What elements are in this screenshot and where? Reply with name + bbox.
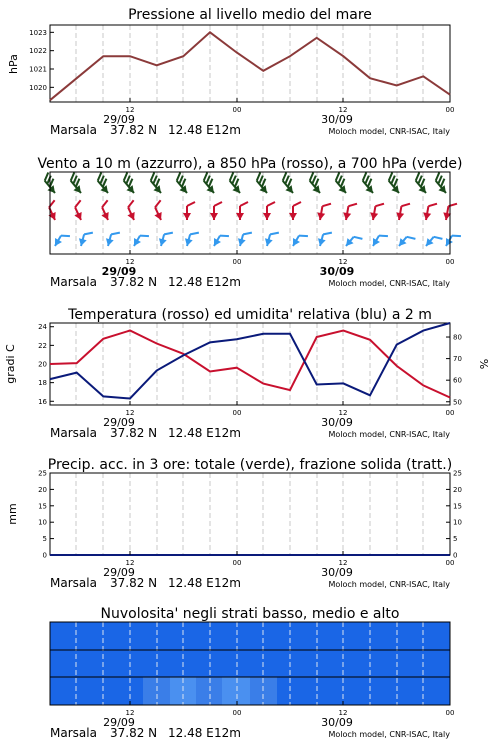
station-elev: 12m: [214, 123, 241, 137]
temperature-title: Temperatura (rosso) ed umidita' relativa (blu) a 2 m: [68, 307, 432, 323]
date-label: 30/09: [321, 113, 353, 126]
humidity-line: [50, 323, 450, 399]
y-tick-label: 80: [453, 333, 462, 342]
wind-barb: [131, 230, 149, 250]
pressure-line: [50, 32, 450, 100]
wind-barb: [383, 173, 405, 196]
y-tick-label: 16: [38, 397, 47, 406]
x-tick-label: 00: [445, 258, 455, 266]
wind-barb: [316, 202, 331, 222]
wind-barb: [236, 202, 248, 220]
station-name: Marsala: [50, 123, 97, 137]
x-tick-label: 12: [338, 559, 348, 567]
station-name: Marsala: [50, 426, 97, 440]
date-label: 30/09: [319, 265, 355, 278]
x-tick-label: 00: [445, 709, 455, 717]
wind-barb: [396, 231, 415, 251]
wind-barb: [52, 230, 70, 250]
station-lon: 12.48 E: [168, 123, 214, 137]
date-label: 29/09: [103, 716, 135, 729]
y-tick-label: 5: [42, 535, 47, 544]
wind-panel: [37, 156, 462, 289]
wind-barb: [104, 230, 120, 249]
y-tick-label: 10: [38, 518, 47, 527]
precip-frame: [50, 473, 450, 555]
station-lat: 37.82 N: [110, 275, 158, 289]
x-tick-label: 00: [232, 709, 242, 717]
y-tick-label: 15: [38, 502, 47, 511]
wind-barb: [70, 200, 88, 221]
station-lat: 37.82 N: [110, 426, 158, 440]
wind-barb: [410, 173, 432, 196]
y-tick-label: 1022: [29, 47, 47, 56]
y-tick-label: 15: [453, 502, 462, 511]
wind-barb: [44, 200, 62, 221]
station-lat: 37.82 N: [110, 123, 158, 137]
station-lon: 12.48 E: [168, 426, 214, 440]
wind-barb: [289, 202, 301, 220]
y-tick-label: 70: [453, 355, 462, 364]
station-lon: 12.48 E: [168, 275, 214, 289]
y-tick-label: 1023: [29, 28, 47, 37]
model-credit: Moloch model, CNR-ISAC, Italy: [328, 730, 450, 739]
wind-barb: [145, 173, 167, 196]
station-name: Marsala: [50, 726, 97, 740]
wind-barb: [251, 173, 273, 196]
station-lat: 37.82 N: [110, 726, 158, 740]
date-label: 30/09: [321, 566, 353, 579]
date-label: 29/09: [101, 265, 137, 278]
wind-barb: [343, 231, 362, 251]
humidity-ylabel: %: [478, 358, 491, 370]
wind-barb: [77, 230, 93, 249]
y-tick-label: 22: [38, 341, 47, 350]
x-tick-label: 12: [125, 409, 135, 417]
wind-barb: [422, 202, 437, 222]
precip-title: Precip. acc. in 3 ore: totale (verde), frazione solida (tratt.): [47, 457, 453, 473]
wind-barb: [118, 173, 140, 196]
y-tick-label: 18: [38, 379, 47, 388]
x-tick-label: 12: [338, 106, 348, 114]
date-label: 30/09: [321, 716, 353, 729]
x-tick-label: 00: [232, 258, 242, 266]
pressure-frame: [50, 25, 450, 102]
cloud-panel: [50, 606, 454, 740]
y-tick-label: 10: [453, 518, 462, 527]
x-tick-label: 00: [232, 409, 242, 417]
temperature-frame: [50, 323, 450, 405]
wind-barb: [183, 202, 195, 220]
station-name: Marsala: [50, 576, 97, 590]
temperature-panel: [4, 307, 491, 440]
station-lat: 37.82 N: [110, 576, 158, 590]
x-tick-label: 12: [125, 559, 135, 567]
precip-panel: [6, 457, 462, 590]
wind-barb: [210, 202, 222, 220]
wind-barb: [277, 173, 299, 196]
x-tick-label: 12: [338, 709, 348, 717]
wind-barb: [123, 200, 141, 221]
wind-barb: [150, 200, 168, 221]
station-elev: 12m: [214, 576, 241, 590]
wind-barb: [97, 200, 115, 221]
wind-title: Vento a 10 m (azzurro), a 850 hPa (rosso), a 700 hPa (verde): [37, 156, 463, 172]
temperature-line: [50, 331, 450, 398]
wind-barb: [290, 230, 308, 250]
model-credit: Moloch model, CNR-ISAC, Italy: [328, 580, 450, 589]
wind-barb: [316, 230, 332, 249]
wind-barb: [263, 202, 275, 220]
x-tick-label: 12: [338, 258, 348, 266]
wind-barb: [370, 230, 388, 250]
wind-barb: [224, 173, 246, 196]
date-label: 30/09: [321, 416, 353, 429]
wind-barb: [183, 230, 199, 249]
wind-barb: [430, 173, 452, 196]
station-elev: 12m: [214, 275, 241, 289]
wind-barb: [304, 173, 326, 196]
y-tick-label: 5: [453, 535, 458, 544]
model-credit: Moloch model, CNR-ISAC, Italy: [328, 279, 450, 288]
precip-ylabel: mm: [6, 503, 19, 525]
cloud-title: Nuvolosita' negli strati basso, medio e alto: [100, 606, 400, 622]
wind-barb: [357, 173, 379, 196]
temperature-ylabel: gradi C: [4, 344, 17, 384]
station-name: Marsala: [50, 275, 97, 289]
x-tick-label: 00: [232, 559, 242, 567]
model-credit: Moloch model, CNR-ISAC, Italy: [328, 127, 450, 136]
y-tick-label: 20: [38, 485, 47, 494]
wind-barb: [443, 230, 461, 250]
x-tick-label: 00: [445, 106, 455, 114]
x-tick-label: 00: [232, 106, 242, 114]
x-tick-label: 12: [125, 258, 135, 266]
y-tick-label: 25: [453, 469, 462, 478]
date-label: 29/09: [103, 566, 135, 579]
wind-barb: [236, 230, 252, 249]
station-elev: 12m: [214, 726, 241, 740]
wind-barb: [369, 202, 384, 222]
pressure-title: Pressione al livello medio del mare: [128, 7, 372, 23]
wind-barb: [263, 230, 279, 249]
y-tick-label: 24: [38, 323, 47, 332]
wind-barb: [330, 173, 352, 196]
x-tick-label: 12: [338, 409, 348, 417]
date-label: 29/09: [103, 113, 135, 126]
y-tick-label: 20: [38, 360, 47, 369]
date-label: 29/09: [103, 416, 135, 429]
y-tick-label: 0: [42, 551, 47, 560]
pressure-ylabel: hPa: [7, 54, 20, 74]
model-credit: Moloch model, CNR-ISAC, Italy: [328, 430, 450, 439]
pressure-panel: [7, 7, 454, 137]
y-tick-label: 1020: [29, 83, 47, 92]
y-tick-label: 1021: [29, 65, 47, 74]
y-tick-label: 25: [38, 469, 47, 478]
y-tick-label: 60: [453, 376, 462, 385]
wind-barb: [171, 173, 193, 196]
station-lon: 12.48 E: [168, 576, 214, 590]
wind-barb: [423, 231, 442, 251]
y-tick-label: 50: [453, 398, 462, 407]
y-tick-label: 20: [453, 485, 462, 494]
wind-barb: [198, 173, 220, 196]
wind-barb: [342, 202, 357, 222]
wind-barb: [157, 230, 173, 249]
x-tick-label: 12: [125, 106, 135, 114]
x-tick-label: 12: [125, 709, 135, 717]
station-lon: 12.48 E: [168, 726, 214, 740]
station-elev: 12m: [214, 426, 241, 440]
cloud-low-layer-clear-patch: [222, 677, 250, 705]
wind-barb: [211, 230, 229, 250]
x-tick-label: 00: [445, 409, 455, 417]
y-tick-label: 0: [453, 551, 458, 560]
x-tick-label: 00: [445, 559, 455, 567]
